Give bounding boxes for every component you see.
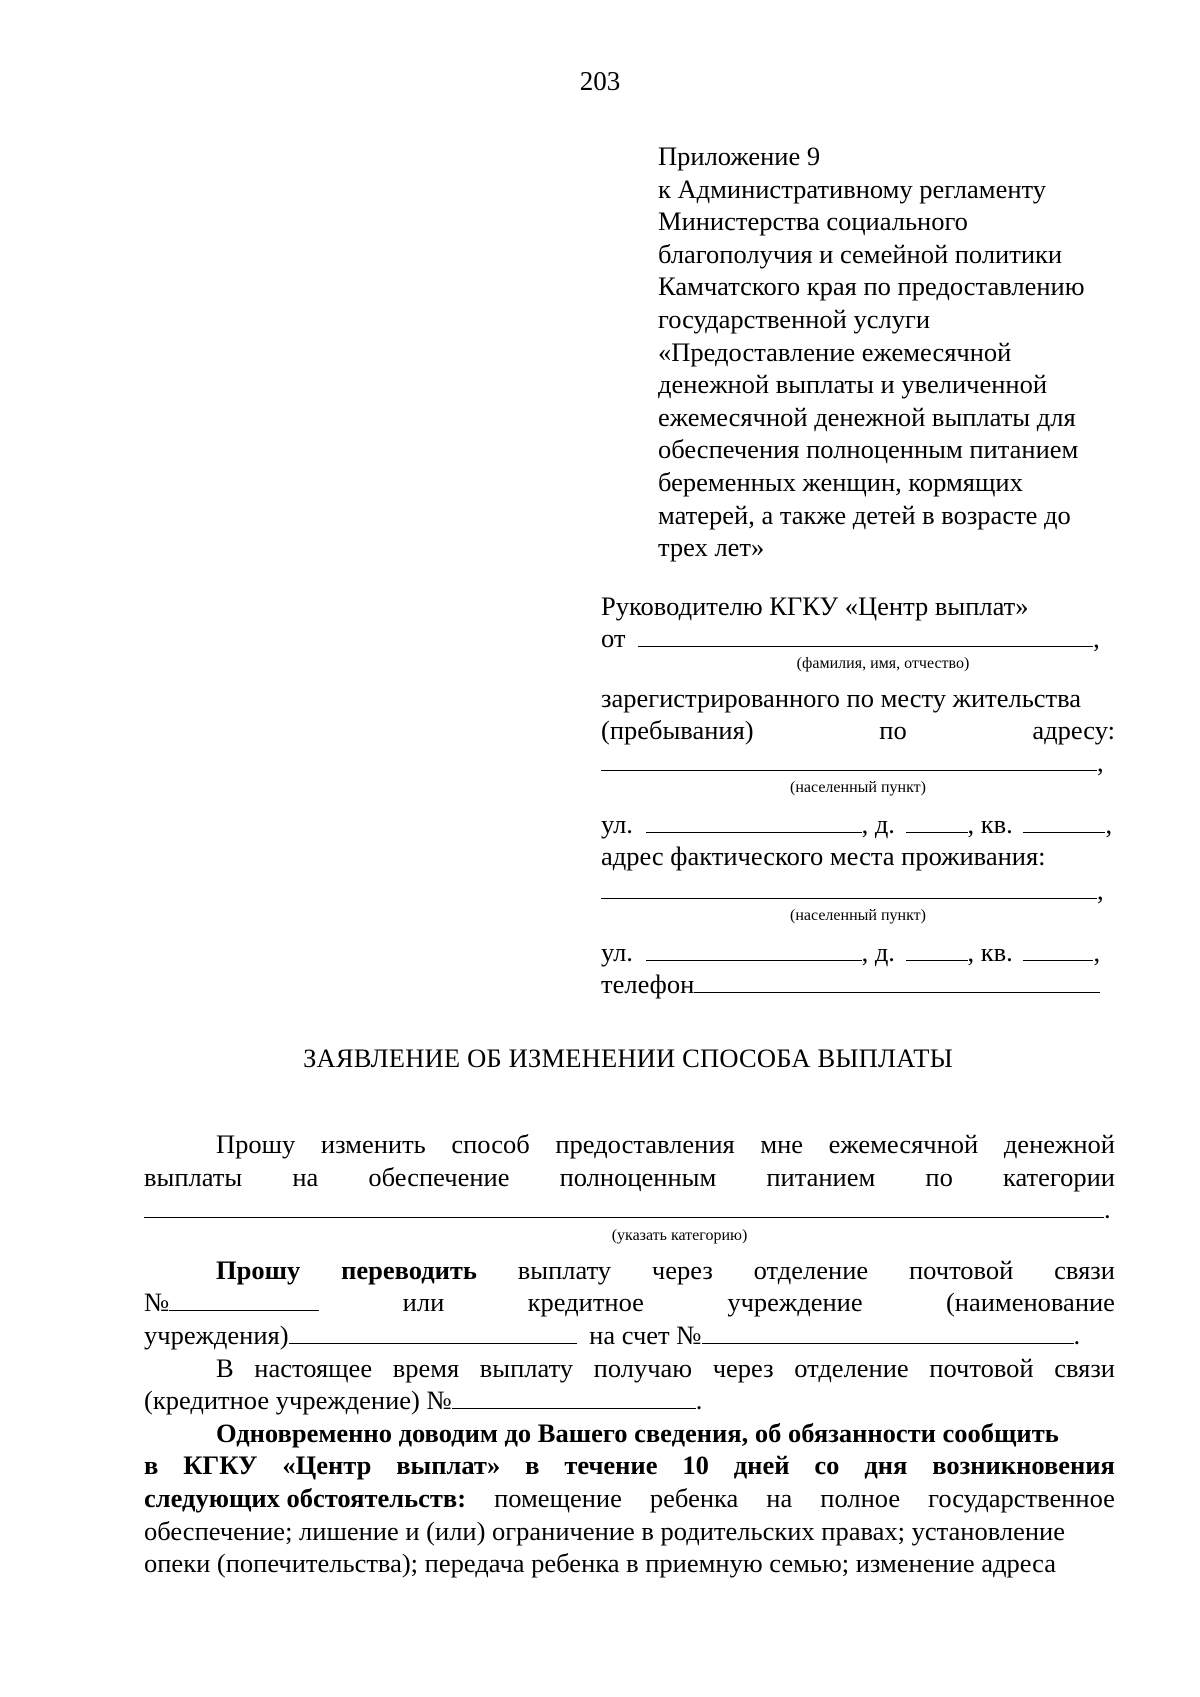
institution-row [144, 1319, 1115, 1352]
word: выплат» [396, 1450, 501, 1481]
bold-phrase: следующих обстоятельств: [144, 1482, 467, 1513]
appendix-line: матерей, а также детей в возрасте до [658, 499, 1071, 530]
addressee-block [601, 590, 1115, 1000]
word: полное [820, 1482, 901, 1513]
institution-field[interactable] [289, 1319, 577, 1344]
institution-label: учреждения) [144, 1319, 289, 1350]
comma: , [1097, 875, 1104, 905]
actual-settlement-field[interactable] [601, 874, 1097, 899]
body-line [144, 1417, 1115, 1450]
word: связи [1054, 1254, 1115, 1285]
appendix-line: «Предоставление ежемесячной [658, 336, 1012, 367]
word: питанием [766, 1161, 876, 1192]
body-line [144, 1482, 1115, 1515]
actual-apartment-field[interactable] [1023, 936, 1093, 961]
word: мне [760, 1129, 804, 1159]
number-sign: № [144, 1287, 170, 1318]
phone-row [601, 968, 1115, 1000]
recipient-line: Руководителю КГКУ «Центр выплат» [601, 591, 1029, 621]
apartment-label: , кв. [967, 937, 1013, 967]
word: связи [1054, 1352, 1115, 1383]
word: или [402, 1287, 445, 1318]
word: выплату [479, 1352, 574, 1383]
post-office-number [144, 1286, 319, 1319]
stay-row [601, 714, 1115, 746]
registered-line: зарегистрированного по месту жительства [601, 683, 1082, 713]
word: помещение [494, 1482, 622, 1513]
body-line: обеспечение; лишение и (или) ограничение в родительских правах; установление [144, 1515, 1066, 1546]
word: отделение [753, 1254, 869, 1285]
period: . [695, 1385, 703, 1416]
word: возникновения [932, 1450, 1115, 1481]
body-line [144, 1128, 1115, 1161]
fio-caption: (фамилия, имя, отчество) [796, 655, 970, 672]
word: ежемесячной [828, 1129, 979, 1159]
appendix-header [658, 140, 1128, 564]
word: изменить [320, 1129, 426, 1159]
apartment-label: , кв. [967, 809, 1013, 839]
registered-settlement-row [601, 746, 1115, 778]
current-institution-field[interactable] [452, 1384, 696, 1409]
actual-street-row [601, 936, 1115, 968]
post-office-field[interactable] [169, 1286, 319, 1311]
word: (наименование [945, 1287, 1115, 1318]
body-line [144, 1449, 1115, 1482]
word: дней [733, 1450, 790, 1481]
registered-street-field[interactable] [646, 808, 862, 833]
house-label: , д. [861, 809, 895, 839]
word: в [144, 1450, 159, 1481]
body-line [144, 1161, 1115, 1194]
appendix-line: Камчатского края по предоставлению [658, 271, 1085, 302]
category-row [144, 1193, 1115, 1226]
word: на [766, 1482, 793, 1513]
appendix-line: ежемесячной денежной выплаты для [658, 401, 1076, 432]
registered-house-field[interactable] [906, 808, 968, 833]
word: время [392, 1352, 460, 1383]
word: кредитное [527, 1287, 644, 1318]
appendix-line: беременных женщин, кормящих [658, 466, 1023, 497]
word: Прошу [216, 1254, 301, 1285]
word: денежной [1003, 1129, 1115, 1159]
word: государственное [928, 1482, 1115, 1513]
word: В [216, 1352, 234, 1383]
body-line: опеки (попечительства); передача ребенка в приемную семью; изменение адреса [144, 1548, 1056, 1579]
appendix-line: Приложение 9 [658, 141, 821, 171]
comma: , [1097, 747, 1104, 777]
appendix-line: трех лет» [658, 532, 765, 563]
account-label: на счет № [589, 1319, 702, 1350]
street-label: ул. [601, 809, 633, 839]
category-field[interactable] [144, 1193, 1104, 1218]
from-row [601, 622, 1115, 654]
appendix-line: благополучия и семейной политики [658, 238, 1063, 269]
application-body [144, 1128, 1115, 1580]
word: в [525, 1450, 540, 1481]
appendix-line: Министерства социального [658, 206, 968, 237]
appendix-line: обеспечения полноценным питанием [658, 434, 1079, 465]
word: Прошу [216, 1129, 296, 1159]
word: со [814, 1450, 840, 1481]
word: категории [1002, 1161, 1115, 1192]
registered-street-row [601, 808, 1115, 840]
actual-settlement-row [601, 874, 1115, 906]
word: учреждение [727, 1287, 863, 1318]
appendix-line: денежной выплаты и увеличенной [658, 369, 1048, 400]
registered-apartment-field[interactable] [1023, 808, 1105, 833]
bold-sentence: Одновременно доводим до Вашего сведения, об обязанности сообщить [216, 1417, 1059, 1448]
comma: , [1093, 937, 1101, 967]
actual-house-field[interactable] [906, 936, 968, 961]
page-number: 203 [579, 66, 621, 96]
comma: , [1093, 623, 1100, 653]
word: через [712, 1352, 774, 1383]
category-caption: (указать категорию) [611, 1226, 748, 1244]
fio-field[interactable] [638, 622, 1093, 647]
word: 10 [682, 1450, 709, 1481]
body-line [144, 1286, 1115, 1319]
period: . [1073, 1319, 1081, 1350]
from-label: от [601, 623, 626, 653]
word: получаю [593, 1352, 693, 1383]
phone-field[interactable] [694, 968, 1100, 993]
phone-label: телефон [601, 969, 695, 999]
stay-word: (пребывания) [601, 715, 754, 745]
word: выплату [517, 1254, 612, 1285]
word: течение [564, 1450, 658, 1481]
word: на [292, 1161, 319, 1192]
settlement-caption: (населенный пункт) [790, 907, 926, 924]
word: почтовой [929, 1352, 1034, 1383]
word: переводить [341, 1254, 477, 1285]
comma: , [1105, 809, 1113, 839]
stay-word: по [879, 715, 907, 745]
word: ребенка [649, 1482, 739, 1513]
period: . [1104, 1194, 1111, 1225]
word: обеспечение [368, 1161, 510, 1192]
actual-address-line: адрес фактического места проживания: [601, 841, 1046, 871]
word: способ [451, 1129, 530, 1159]
word: дня [864, 1450, 908, 1481]
word: почтовой [909, 1254, 1014, 1285]
appendix-line: к Административному регламенту [658, 173, 1046, 204]
word: настоящее [254, 1352, 373, 1383]
word: по [925, 1161, 953, 1192]
stay-word: адресу: [1032, 715, 1115, 745]
word: КГКУ [183, 1450, 258, 1481]
word: отделение [794, 1352, 909, 1383]
current-institution-row [144, 1384, 1115, 1417]
account-field[interactable] [702, 1319, 1074, 1344]
word: предоставления [555, 1129, 735, 1159]
document-title: ЗАЯВЛЕНИЕ ОБ ИЗМЕНЕНИИ СПОСОБА ВЫПЛАТЫ [303, 1043, 953, 1073]
registered-settlement-field[interactable] [601, 746, 1097, 771]
house-label: , д. [861, 937, 895, 967]
actual-street-field[interactable] [646, 936, 862, 961]
word: «Центр [282, 1450, 372, 1481]
word: через [651, 1254, 713, 1285]
body-line [144, 1254, 1115, 1287]
body-line [144, 1352, 1115, 1385]
street-label: ул. [601, 937, 633, 967]
appendix-line: государственной услуги [658, 303, 931, 334]
word: выплаты [144, 1161, 243, 1192]
word: полноценным [559, 1161, 717, 1192]
settlement-caption: (населенный пункт) [790, 779, 926, 796]
current-institution-label: (кредитное учреждение) № [144, 1385, 452, 1416]
